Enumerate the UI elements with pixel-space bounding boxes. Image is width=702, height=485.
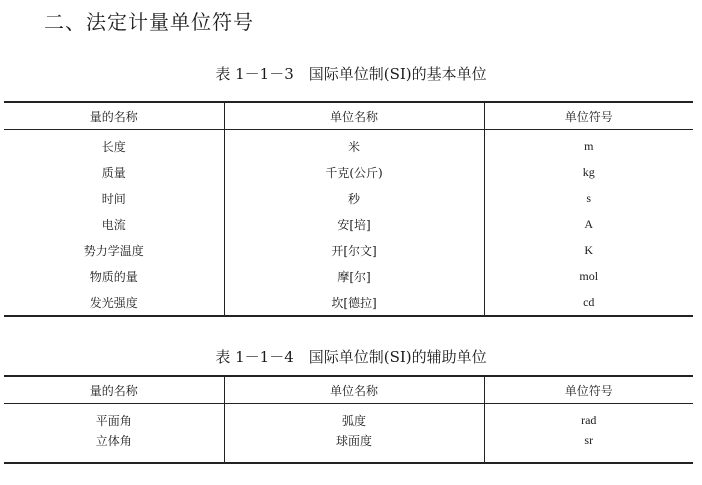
column-header-unit-name: 单位名称 xyxy=(224,376,484,404)
unit-symbol-cell: K xyxy=(484,237,693,263)
quantity-cell: 立体角 xyxy=(95,433,132,448)
column-header-quantity: 量的名称 xyxy=(4,102,224,130)
section-heading: 二、法定计量单位符号 xyxy=(44,10,254,34)
table-row xyxy=(4,404,693,431)
unit-symbol-cell: cd xyxy=(484,289,693,316)
unit-name-cell: 坎[德拉] xyxy=(224,289,484,316)
unit-name-cell: 摩[尔] xyxy=(224,263,484,289)
unit-name-cell: 开[尔文] xyxy=(224,237,484,263)
table-row xyxy=(4,185,693,211)
unit-symbol-cell: m xyxy=(484,130,693,160)
column-header-unit-symbol: 单位符号 xyxy=(484,376,693,404)
table-header-row xyxy=(4,376,693,404)
unit-symbol-cell: sr xyxy=(484,430,693,463)
quantity-cell: 质量 xyxy=(101,165,126,180)
unit-symbol-cell: mol xyxy=(484,263,693,289)
quantity-cell: 电流 xyxy=(101,217,126,232)
table-row xyxy=(4,211,693,237)
unit-name-cell: 千克(公斤) xyxy=(224,159,484,185)
si-supplementary-units-table xyxy=(4,375,693,464)
unit-name-cell: 秒 xyxy=(224,185,484,211)
table-row xyxy=(4,430,693,463)
quantity-cell: 时间 xyxy=(101,191,126,206)
quantity-cell: 物质的量 xyxy=(89,269,138,284)
unit-symbol-cell: A xyxy=(484,211,693,237)
table-row xyxy=(4,237,693,263)
column-header-unit-name: 单位名称 xyxy=(224,102,484,130)
unit-symbol-cell: s xyxy=(484,185,693,211)
quantity-cell: 发光强度 xyxy=(89,295,138,310)
table-header-row xyxy=(4,102,693,130)
table-caption-base-units: 表 1－1－3 国际单位制(SI)的基本单位 xyxy=(215,65,487,83)
unit-name-cell: 球面度 xyxy=(224,430,484,463)
column-header-unit-symbol: 单位符号 xyxy=(484,102,693,130)
table-row xyxy=(4,159,693,185)
unit-symbol-cell: rad xyxy=(484,404,693,431)
si-base-units-table xyxy=(4,101,693,317)
quantity-cell: 平面角 xyxy=(95,413,132,428)
unit-symbol-cell: kg xyxy=(484,159,693,185)
column-header-quantity: 量的名称 xyxy=(4,376,224,404)
table-row xyxy=(4,289,693,316)
quantity-cell: 长度 xyxy=(101,139,126,154)
unit-name-cell: 安[培] xyxy=(224,211,484,237)
table-row xyxy=(4,263,693,289)
table-row xyxy=(4,130,693,160)
unit-name-cell: 米 xyxy=(224,130,484,160)
quantity-cell: 势力学温度 xyxy=(83,243,144,258)
unit-name-cell: 弧度 xyxy=(224,404,484,431)
table-caption-supplementary-units: 表 1－1－4 国际单位制(SI)的辅助单位 xyxy=(215,348,487,366)
